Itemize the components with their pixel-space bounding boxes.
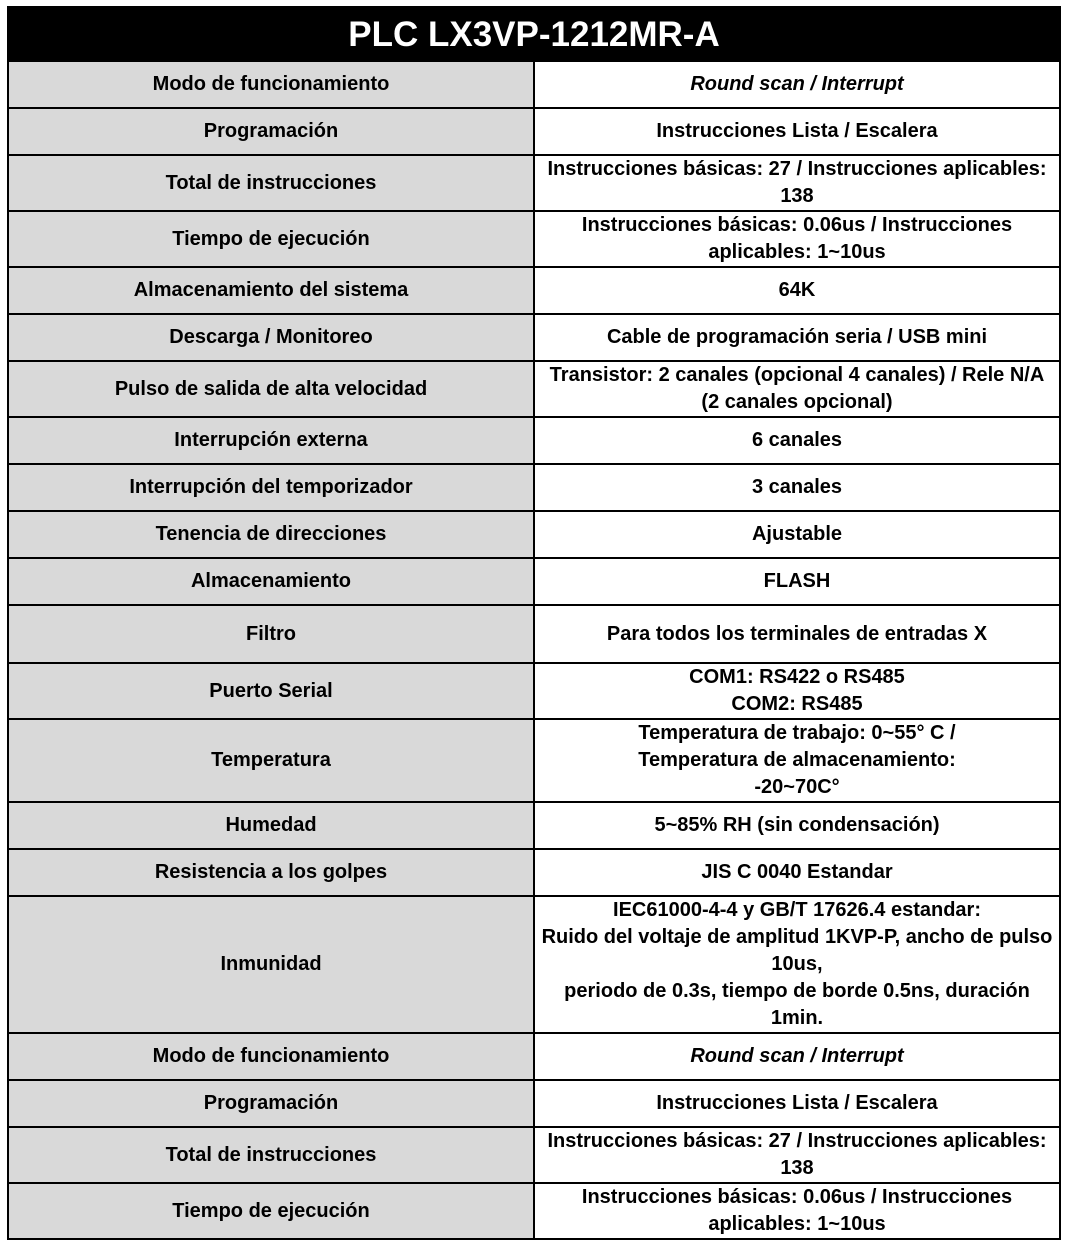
row-label: Programación xyxy=(8,108,534,155)
row-value: 64K xyxy=(534,267,1060,314)
row-value: Para todos los terminales de entradas X xyxy=(534,605,1060,663)
table-row xyxy=(8,155,1060,211)
row-value: Instrucciones Lista / Escalera xyxy=(534,108,1060,155)
row-label: Filtro xyxy=(8,605,534,663)
table-row xyxy=(8,417,1060,464)
row-value: COM1: RS422 o RS485 COM2: RS485 xyxy=(534,663,1060,719)
row-label: Tiempo de ejecución xyxy=(8,1183,534,1239)
row-label: Puerto Serial xyxy=(8,663,534,719)
table-row xyxy=(8,1033,1060,1080)
table-row xyxy=(8,896,1060,1033)
table-row xyxy=(8,267,1060,314)
table-row xyxy=(8,464,1060,511)
table-row xyxy=(8,558,1060,605)
table-row xyxy=(8,1183,1060,1239)
row-value: IEC61000-4-4 y GB/T 17626.4 estandar: Ruido del voltaje de amplitud 1KVP-P, ancho de pulso 10us, periodo de 0.3s, tiempo de borde 0.5ns, duración 1min. xyxy=(534,896,1060,1033)
row-value: Temperatura de trabajo: 0~55° C / Temperatura de almacenamiento: -20~70C° xyxy=(534,719,1060,802)
row-value: Transistor: 2 canales (opcional 4 canales) / Rele N/A (2 canales opcional) xyxy=(534,361,1060,417)
row-label: Interrupción del temporizador xyxy=(8,464,534,511)
row-value: Round scan / Interrupt xyxy=(534,61,1060,108)
row-label: Pulso de salida de alta velocidad xyxy=(8,361,534,417)
row-label: Programación xyxy=(8,1080,534,1127)
row-label: Tiempo de ejecución xyxy=(8,211,534,267)
row-label: Temperatura xyxy=(8,719,534,802)
row-value: 6 canales xyxy=(534,417,1060,464)
row-value: Instrucciones básicas: 0.06us / Instrucciones aplicables: 1~10us xyxy=(534,211,1060,267)
row-value: Instrucciones básicas: 27 / Instrucciones aplicables: 138 xyxy=(534,155,1060,211)
row-value: JIS C 0040 Estandar xyxy=(534,849,1060,896)
row-label: Total de instrucciones xyxy=(8,155,534,211)
row-label: Total de instrucciones xyxy=(8,1127,534,1183)
table-row xyxy=(8,211,1060,267)
table-title: PLC LX3VP-1212MR-A xyxy=(8,7,1060,61)
table-row xyxy=(8,361,1060,417)
row-value: FLASH xyxy=(534,558,1060,605)
row-value: 5~85% RH (sin condensación) xyxy=(534,802,1060,849)
row-value: 3 canales xyxy=(534,464,1060,511)
table-row xyxy=(8,314,1060,361)
row-value: Ajustable xyxy=(534,511,1060,558)
row-value: Instrucciones básicas: 27 / Instrucciones aplicables: 138 xyxy=(534,1127,1060,1183)
row-value: Cable de programación seria / USB mini xyxy=(534,314,1060,361)
row-label: Descarga / Monitoreo xyxy=(8,314,534,361)
table-row xyxy=(8,61,1060,108)
table-row xyxy=(8,849,1060,896)
spec-table xyxy=(7,6,1061,1240)
title-row xyxy=(8,7,1060,61)
table-row xyxy=(8,605,1060,663)
table-row xyxy=(8,663,1060,719)
row-value: Round scan / Interrupt xyxy=(534,1033,1060,1080)
row-value: Instrucciones básicas: 0.06us / Instrucciones aplicables: 1~10us xyxy=(534,1183,1060,1239)
row-label: Modo de funcionamiento xyxy=(8,1033,534,1080)
table-row xyxy=(8,511,1060,558)
row-label: Tenencia de direcciones xyxy=(8,511,534,558)
table-row xyxy=(8,1127,1060,1183)
row-label: Inmunidad xyxy=(8,896,534,1033)
row-value: Instrucciones Lista / Escalera xyxy=(534,1080,1060,1127)
row-label: Almacenamiento xyxy=(8,558,534,605)
row-label: Humedad xyxy=(8,802,534,849)
table-row xyxy=(8,802,1060,849)
row-label: Modo de funcionamiento xyxy=(8,61,534,108)
table-row xyxy=(8,719,1060,802)
table-row xyxy=(8,1080,1060,1127)
row-label: Interrupción externa xyxy=(8,417,534,464)
table-row xyxy=(8,108,1060,155)
row-label: Almacenamiento del sistema xyxy=(8,267,534,314)
row-label: Resistencia a los golpes xyxy=(8,849,534,896)
